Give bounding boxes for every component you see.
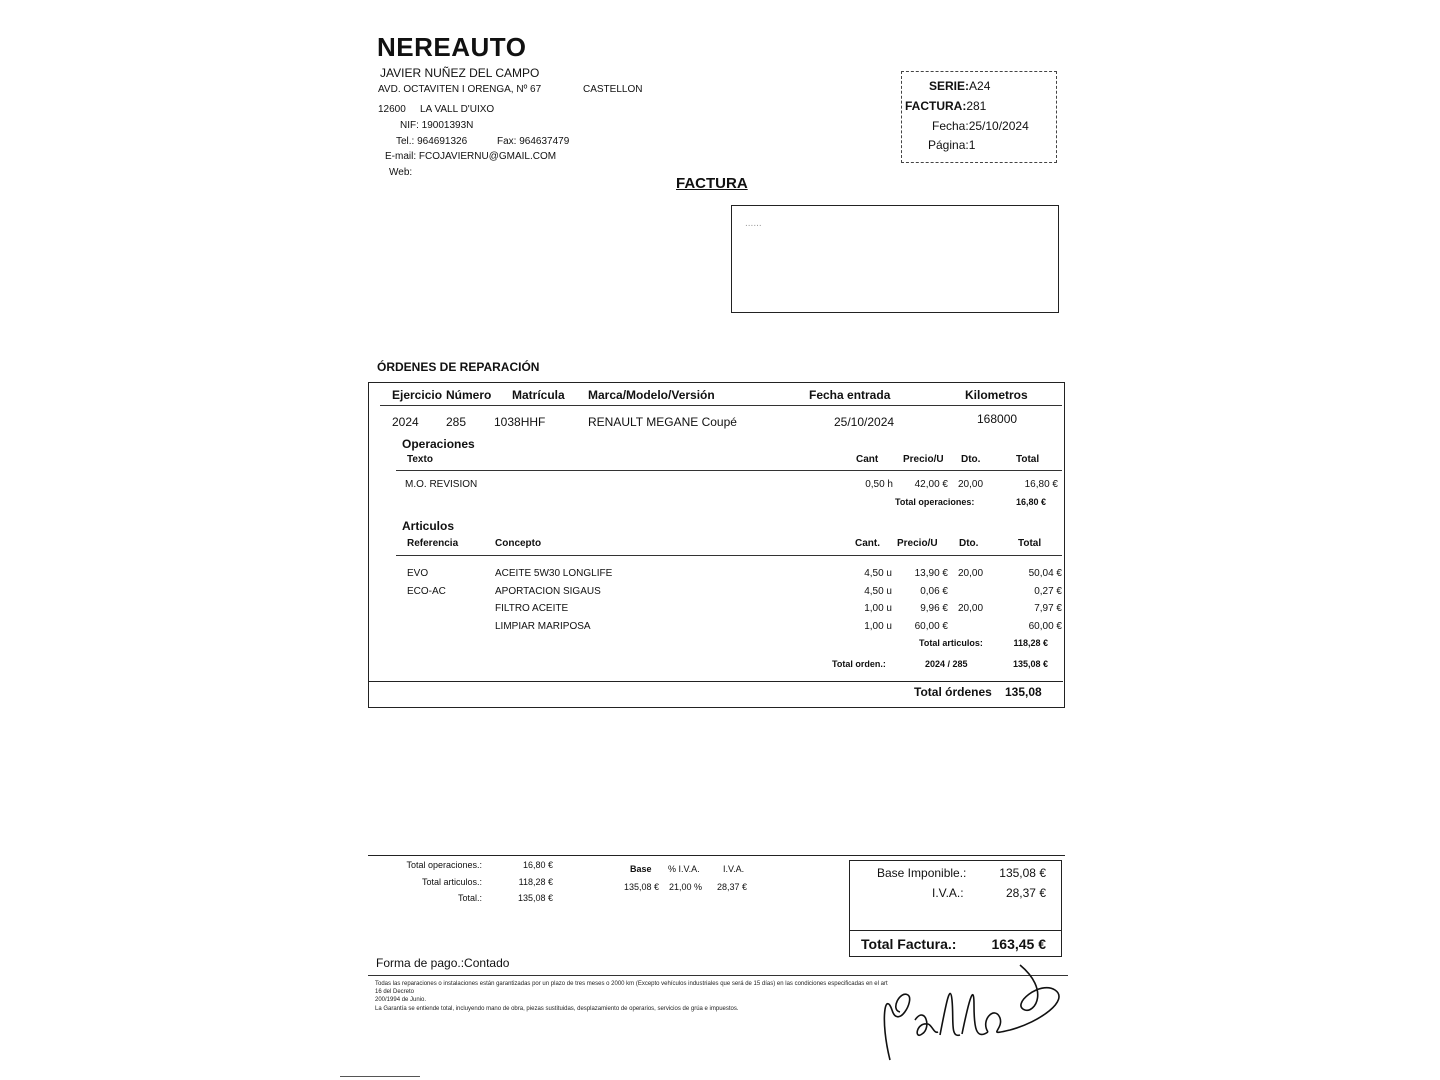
art-item-precio: 0,06 € [920, 586, 948, 597]
art-col-total: Total [1018, 538, 1042, 549]
company-name: NEREAUTO [377, 32, 527, 62]
art-col-cant: Cant. [855, 538, 880, 549]
sum-articulos-value: 118,28 € [518, 877, 553, 887]
header-fecha-entrada: Fecha entrada [809, 388, 891, 402]
art-item-dto: 20,00 [958, 603, 984, 614]
art-item-precio: 9,96 € [920, 603, 948, 614]
art-item-precio: 60,00 € [914, 621, 948, 632]
art-item-precio: 13,90 € [914, 568, 948, 579]
company-web: Web: [389, 167, 413, 178]
order-header-line [380, 405, 1062, 406]
header-kilometros: Kilometros [965, 388, 1028, 402]
tax-iva-pct-value: 21,00 % [669, 882, 703, 892]
art-col-concepto: Concepto [495, 538, 542, 549]
company-province: CASTELLON [583, 84, 643, 95]
sum-total-label: Total.: [457, 893, 482, 903]
total-orden-label: Total orden.: [832, 659, 886, 669]
op-col-total: Total [1016, 454, 1040, 465]
tax-base-value: 135,08 € [624, 882, 660, 892]
art-item-concepto: ACEITE 5W30 LONGLIFE [495, 568, 613, 579]
company-tel: Tel.: 964691326 [396, 136, 468, 147]
op-item-dto: 20,00 [958, 479, 984, 490]
op-col-cant: Cant [856, 454, 879, 465]
art-item-cant: 4,50 u [864, 586, 892, 597]
op-item-total: 16,80 € [1024, 479, 1058, 490]
art-col-referencia: Referencia [407, 538, 459, 549]
op-col-texto: Texto [407, 454, 433, 465]
art-col-dto: Dto. [959, 538, 979, 549]
sum-total-value: 135,08 € [517, 893, 553, 903]
company-email: E-mail: FCOJAVIERNU@GMAIL.COM [385, 151, 557, 162]
signature-image [870, 950, 1070, 1065]
art-header-line [396, 555, 1062, 556]
order-matricula: 1038HHF [494, 415, 546, 429]
tax-iva-pct-header: % I.V.A. [668, 864, 700, 874]
total-factura-label: Total Factura.: [861, 936, 957, 952]
op-item-precio: 42,00 € [914, 479, 948, 490]
serie-line [929, 79, 990, 93]
art-item-cant: 1,00 u [864, 603, 892, 614]
header-numero: Número [446, 388, 492, 402]
company-city: LA VALL D'UIXO [420, 104, 495, 115]
serie-value: A24 [969, 79, 991, 93]
client-address-box [731, 205, 1059, 313]
art-item-concepto: FILTRO ACEITE [495, 603, 569, 614]
document-title: FACTURA [676, 175, 748, 192]
serie-label: SERIE: [929, 79, 970, 93]
art-item-cant: 1,00 u [864, 621, 892, 632]
iva-total-value: 28,37 € [1005, 886, 1046, 900]
fecha-label: Fecha: [932, 119, 969, 133]
header-matricula: Matrícula [512, 388, 565, 402]
total-ordenes-value: 135,08 [1005, 685, 1042, 699]
order-fecha-entrada: 25/10/2024 [834, 415, 895, 429]
client-text: ...... [745, 218, 762, 229]
header-marca: Marca/Modelo/Versión [588, 388, 715, 402]
company-address: AVD. OCTAVITEN I ORENGA, Nº 67 [378, 84, 542, 95]
company-owner: JAVIER NUÑEZ DEL CAMPO [380, 66, 540, 80]
articulos-title: Articulos [402, 519, 455, 533]
art-item-dto: 20,00 [958, 568, 984, 579]
legal-line-1: Todas las reparaciones o instalaciones están garantizadas por un plazo de tres meses o 2000 km (Excepto vehículos industriales que será de 15 días) en las condiciones especificadas en el art [375, 981, 888, 987]
header-ejercicio: Ejercicio [392, 388, 443, 402]
order-numero: 285 [446, 415, 467, 429]
tax-iva-value: 28,37 € [717, 882, 748, 892]
company-nif: NIF: 19001393N [400, 120, 474, 131]
page-edge-mark [340, 1076, 420, 1077]
tax-base-header: Base [630, 864, 652, 874]
factura-line [905, 99, 986, 113]
company-fax: Fax: 964637479 [497, 136, 570, 147]
art-item-total: 7,97 € [1034, 603, 1062, 614]
orders-total-divider [369, 681, 1063, 682]
total-factura-value: 163,45 € [991, 936, 1046, 952]
art-item-total: 0,27 € [1034, 586, 1062, 597]
art-item-concepto: LIMPIAR MARIPOSA [495, 621, 591, 632]
op-item-cant: 0,50 h [865, 479, 893, 490]
total-ordenes-label: Total órdenes [914, 685, 992, 699]
art-item-ref: ECO-AC [407, 586, 446, 597]
art-total-value: 118,28 € [1013, 638, 1048, 648]
factura-label: FACTURA: [905, 99, 967, 113]
legal-line-4: La Garantía se entiende total, incluyendo mano de obra, piezas sustituidas, desplazamiento de operarios, servicios de grúa e impuestos. [375, 1006, 739, 1012]
art-item-total: 50,04 € [1028, 568, 1062, 579]
fecha-line [932, 119, 1029, 133]
total-orden-value: 135,08 € [1012, 659, 1048, 669]
orders-section-title: ÓRDENES DE REPARACIÓN [377, 360, 540, 374]
order-kilometros: 168000 [977, 412, 1018, 426]
op-header-line [396, 470, 1062, 471]
legal-line-3: 200/1994 de Junio. [375, 997, 427, 1003]
factura-value: 281 [966, 99, 987, 113]
op-total-label: Total operaciones: [895, 497, 975, 507]
fecha-value: 25/10/2024 [968, 119, 1029, 133]
order-ejercicio: 2024 [392, 415, 419, 429]
art-total-label: Total articulos: [919, 638, 983, 648]
pagina-label: Página: [928, 138, 969, 152]
pagina-value: 1 [968, 138, 976, 152]
art-item-concepto: APORTACION SIGAUS [495, 586, 601, 597]
tax-iva-header: I.V.A. [723, 864, 745, 874]
art-item-total: 60,00 € [1028, 621, 1062, 632]
art-item-cant: 4,50 u [864, 568, 892, 579]
sum-operaciones-value: 16,80 € [522, 860, 553, 870]
art-col-precio: Precio/U [897, 538, 938, 549]
total-orden-ref: 2024 / 285 [925, 659, 968, 669]
art-item-ref: EVO [407, 568, 429, 579]
summary-top-line [368, 855, 1065, 856]
order-marca: RENAULT MEGANE Coupé [588, 415, 737, 429]
company-postal-code: 12600 [378, 104, 406, 115]
op-item-texto: M.O. REVISION [405, 479, 478, 490]
base-imponible-label: Base Imponible.: [877, 866, 967, 880]
op-col-dto: Dto. [961, 454, 981, 465]
base-imponible-value: 135,08 € [999, 866, 1046, 880]
iva-label: I.V.A.: [932, 886, 964, 900]
pagina-line [928, 138, 975, 152]
op-total-value: 16,80 € [1015, 497, 1046, 507]
legal-line-2: 16 del Decreto [375, 989, 415, 995]
op-col-precio: Precio/U [903, 454, 944, 465]
sum-articulos-label: Total articulos.: [421, 877, 482, 887]
operaciones-title: Operaciones [402, 437, 475, 451]
totals-box-divider [850, 930, 1061, 931]
payment-method: Forma de pago.:Contado [376, 956, 510, 970]
sum-operaciones-label: Total operaciones.: [406, 860, 482, 870]
